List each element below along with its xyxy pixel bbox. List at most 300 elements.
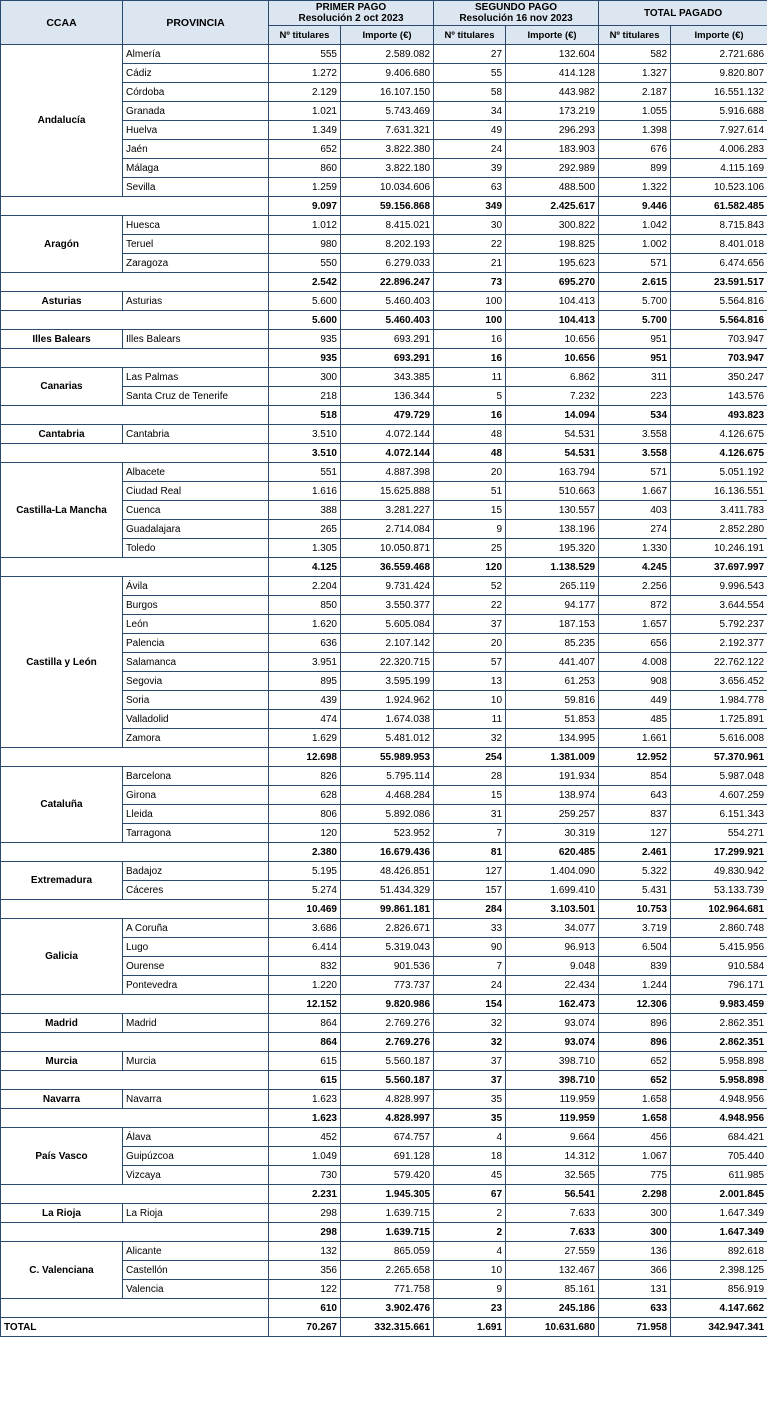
segundo-pago-titulares-cell: 37 xyxy=(434,615,506,634)
ccaa-cell: Asturias xyxy=(1,292,123,311)
header-sub-titulares-1: Nº titulares xyxy=(269,26,341,45)
segundo-pago-titulares-cell: 157 xyxy=(434,881,506,900)
header-group-total-pagado-title: TOTAL PAGADO xyxy=(643,7,723,19)
total-titulares-cell: 3.719 xyxy=(599,919,671,938)
subtotal-row xyxy=(1,558,767,577)
subtotal-primer-titulares: 12.152 xyxy=(269,995,341,1014)
province-cell: Madrid xyxy=(123,1014,269,1033)
subtotal-label-cell xyxy=(1,1299,269,1318)
ccaa-cell: Galicia xyxy=(1,919,123,995)
total-importe-cell: 554.271 xyxy=(671,824,767,843)
primer-pago-importe-cell: 10.034.606 xyxy=(341,178,434,197)
segundo-pago-titulares-cell: 25 xyxy=(434,539,506,558)
total-importe-cell: 2.192.377 xyxy=(671,634,767,653)
province-cell: Jaén xyxy=(123,140,269,159)
primer-pago-titulares-cell: 550 xyxy=(269,254,341,273)
table-row xyxy=(1,463,767,482)
primer-pago-importe-cell: 5.892.086 xyxy=(341,805,434,824)
total-importe-cell: 684.421 xyxy=(671,1128,767,1147)
segundo-pago-titulares-cell: 48 xyxy=(434,425,506,444)
subtotal-total-importe: 1.647.349 xyxy=(671,1223,767,1242)
total-titulares-cell: 1.055 xyxy=(599,102,671,121)
primer-pago-titulares-cell: 1.629 xyxy=(269,729,341,748)
total-importe-cell: 796.171 xyxy=(671,976,767,995)
total-importe-cell: 3.656.452 xyxy=(671,672,767,691)
total-importe-cell: 5.987.048 xyxy=(671,767,767,786)
total-importe-cell: 7.927.614 xyxy=(671,121,767,140)
subtotal-total-importe: 4.147.662 xyxy=(671,1299,767,1318)
total-importe-cell: 8.715.843 xyxy=(671,216,767,235)
subtotal-primer-titulares: 518 xyxy=(269,406,341,425)
segundo-pago-titulares-cell: 27 xyxy=(434,45,506,64)
subtotal-row xyxy=(1,273,767,292)
subtotal-label-cell xyxy=(1,349,269,368)
subtotal-total-titulares: 300 xyxy=(599,1223,671,1242)
total-titulares-cell: 1.330 xyxy=(599,539,671,558)
table-row xyxy=(1,330,767,349)
total-titulares-cell: 1.658 xyxy=(599,1090,671,1109)
segundo-pago-titulares-cell: 15 xyxy=(434,786,506,805)
subtotal-primer-importe: 55.989.953 xyxy=(341,748,434,767)
subtotal-segundo-titulares: 35 xyxy=(434,1109,506,1128)
total-importe-cell: 350.247 xyxy=(671,368,767,387)
total-titulares-cell: 274 xyxy=(599,520,671,539)
table-row xyxy=(1,1014,767,1033)
table-row xyxy=(1,1052,767,1071)
subtotal-label-cell xyxy=(1,406,269,425)
header-sub-importe-3: Importe (€) xyxy=(671,26,767,45)
total-titulares-cell: 1.661 xyxy=(599,729,671,748)
primer-pago-titulares-cell: 1.012 xyxy=(269,216,341,235)
primer-pago-importe-cell: 865.059 xyxy=(341,1242,434,1261)
primer-pago-titulares-cell: 636 xyxy=(269,634,341,653)
primer-pago-importe-cell: 2.826.671 xyxy=(341,919,434,938)
primer-pago-importe-cell: 901.536 xyxy=(341,957,434,976)
grand-total-segundo-titulares: 1.691 xyxy=(434,1318,506,1337)
subtotal-segundo-titulares: 349 xyxy=(434,197,506,216)
table-row xyxy=(1,862,767,881)
segundo-pago-titulares-cell: 20 xyxy=(434,463,506,482)
segundo-pago-importe-cell: 85.161 xyxy=(506,1280,599,1299)
province-cell: Ávila xyxy=(123,577,269,596)
primer-pago-importe-cell: 2.107.142 xyxy=(341,634,434,653)
subtotal-primer-importe: 479.729 xyxy=(341,406,434,425)
segundo-pago-titulares-cell: 7 xyxy=(434,957,506,976)
table-row xyxy=(1,425,767,444)
primer-pago-importe-cell: 2.769.276 xyxy=(341,1014,434,1033)
total-titulares-cell: 896 xyxy=(599,1014,671,1033)
primer-pago-importe-cell: 674.757 xyxy=(341,1128,434,1147)
total-importe-cell: 16.136.551 xyxy=(671,482,767,501)
subtotal-primer-importe: 5.560.187 xyxy=(341,1071,434,1090)
ccaa-cell: La Rioja xyxy=(1,1204,123,1223)
primer-pago-importe-cell: 4.072.144 xyxy=(341,425,434,444)
subtotal-primer-titulares: 610 xyxy=(269,1299,341,1318)
segundo-pago-titulares-cell: 9 xyxy=(434,1280,506,1299)
total-importe-cell: 22.762.122 xyxy=(671,653,767,672)
primer-pago-importe-cell: 10.050.871 xyxy=(341,539,434,558)
province-cell: Cáceres xyxy=(123,881,269,900)
primer-pago-titulares-cell: 864 xyxy=(269,1014,341,1033)
segundo-pago-importe-cell: 34.077 xyxy=(506,919,599,938)
segundo-pago-importe-cell: 9.664 xyxy=(506,1128,599,1147)
header-group-primer-pago-sub: Resolución 2 oct 2023 xyxy=(298,13,404,24)
segundo-pago-importe-cell: 1.699.410 xyxy=(506,881,599,900)
segundo-pago-titulares-cell: 49 xyxy=(434,121,506,140)
primer-pago-titulares-cell: 551 xyxy=(269,463,341,482)
segundo-pago-titulares-cell: 52 xyxy=(434,577,506,596)
table-row xyxy=(1,216,767,235)
segundo-pago-importe-cell: 191.934 xyxy=(506,767,599,786)
primer-pago-titulares-cell: 5.600 xyxy=(269,292,341,311)
total-importe-cell: 2.862.351 xyxy=(671,1014,767,1033)
total-titulares-cell: 449 xyxy=(599,691,671,710)
subtotal-total-titulares: 896 xyxy=(599,1033,671,1052)
segundo-pago-titulares-cell: 100 xyxy=(434,292,506,311)
subtotal-primer-importe: 59.156.868 xyxy=(341,197,434,216)
subtotal-label-cell xyxy=(1,1223,269,1242)
subtotal-total-importe: 9.983.459 xyxy=(671,995,767,1014)
province-cell: Cádiz xyxy=(123,64,269,83)
table-row xyxy=(1,767,767,786)
province-cell: Tarragona xyxy=(123,824,269,843)
ccaa-cell: Cataluña xyxy=(1,767,123,843)
segundo-pago-importe-cell: 296.293 xyxy=(506,121,599,140)
segundo-pago-titulares-cell: 11 xyxy=(434,368,506,387)
province-cell: Burgos xyxy=(123,596,269,615)
subtotal-total-titulares: 633 xyxy=(599,1299,671,1318)
province-cell: Salamanca xyxy=(123,653,269,672)
subtotal-total-importe: 4.948.956 xyxy=(671,1109,767,1128)
segundo-pago-importe-cell: 32.565 xyxy=(506,1166,599,1185)
primer-pago-titulares-cell: 2.129 xyxy=(269,83,341,102)
primer-pago-titulares-cell: 850 xyxy=(269,596,341,615)
primer-pago-importe-cell: 523.952 xyxy=(341,824,434,843)
primer-pago-titulares-cell: 935 xyxy=(269,330,341,349)
table-row xyxy=(1,368,767,387)
subtotal-total-importe: 703.947 xyxy=(671,349,767,368)
total-titulares-cell: 127 xyxy=(599,824,671,843)
subtotal-label-cell xyxy=(1,1109,269,1128)
primer-pago-importe-cell: 773.737 xyxy=(341,976,434,995)
total-importe-cell: 2.860.748 xyxy=(671,919,767,938)
total-importe-cell: 10.246.191 xyxy=(671,539,767,558)
primer-pago-importe-cell: 16.107.150 xyxy=(341,83,434,102)
primer-pago-titulares-cell: 3.510 xyxy=(269,425,341,444)
table-row xyxy=(1,292,767,311)
subtotal-row xyxy=(1,1223,767,1242)
table-row xyxy=(1,1128,767,1147)
subtotal-total-importe: 493.823 xyxy=(671,406,767,425)
header-group-primer-pago xyxy=(269,1,434,26)
primer-pago-importe-cell: 1.639.715 xyxy=(341,1204,434,1223)
total-titulares-cell: 1.667 xyxy=(599,482,671,501)
segundo-pago-importe-cell: 259.257 xyxy=(506,805,599,824)
segundo-pago-importe-cell: 441.407 xyxy=(506,653,599,672)
segundo-pago-titulares-cell: 5 xyxy=(434,387,506,406)
total-titulares-cell: 1.322 xyxy=(599,178,671,197)
primer-pago-titulares-cell: 120 xyxy=(269,824,341,843)
subtotal-segundo-importe: 119.959 xyxy=(506,1109,599,1128)
primer-pago-importe-cell: 9.731.424 xyxy=(341,577,434,596)
province-cell: Sevilla xyxy=(123,178,269,197)
province-cell: Badajoz xyxy=(123,862,269,881)
segundo-pago-importe-cell: 30.319 xyxy=(506,824,599,843)
primer-pago-titulares-cell: 132 xyxy=(269,1242,341,1261)
subtotal-segundo-titulares: 81 xyxy=(434,843,506,862)
total-importe-cell: 9.996.543 xyxy=(671,577,767,596)
primer-pago-importe-cell: 693.291 xyxy=(341,330,434,349)
subtotal-total-importe: 2.001.845 xyxy=(671,1185,767,1204)
primer-pago-importe-cell: 343.385 xyxy=(341,368,434,387)
table-row xyxy=(1,919,767,938)
total-titulares-cell: 366 xyxy=(599,1261,671,1280)
subtotal-segundo-titulares: 2 xyxy=(434,1223,506,1242)
segundo-pago-importe-cell: 6.862 xyxy=(506,368,599,387)
grand-total-total-titulares: 71.958 xyxy=(599,1318,671,1337)
grand-total-total-importe: 342.947.341 xyxy=(671,1318,767,1337)
segundo-pago-titulares-cell: 58 xyxy=(434,83,506,102)
primer-pago-importe-cell: 3.281.227 xyxy=(341,501,434,520)
subtotal-row xyxy=(1,349,767,368)
subtotal-row xyxy=(1,748,767,767)
total-importe-cell: 611.985 xyxy=(671,1166,767,1185)
subtotal-segundo-importe: 695.270 xyxy=(506,273,599,292)
subtotal-segundo-titulares: 254 xyxy=(434,748,506,767)
header-sub-importe-1: Importe (€) xyxy=(341,26,434,45)
segundo-pago-importe-cell: 195.320 xyxy=(506,539,599,558)
subtotal-row xyxy=(1,900,767,919)
primer-pago-importe-cell: 691.128 xyxy=(341,1147,434,1166)
total-importe-cell: 16.551.132 xyxy=(671,83,767,102)
primer-pago-titulares-cell: 895 xyxy=(269,672,341,691)
subtotal-label-cell xyxy=(1,273,269,292)
segundo-pago-titulares-cell: 10 xyxy=(434,1261,506,1280)
subtotal-primer-titulares: 2.231 xyxy=(269,1185,341,1204)
ccaa-cell: Andalucía xyxy=(1,45,123,197)
province-cell: Ciudad Real xyxy=(123,482,269,501)
total-titulares-cell: 131 xyxy=(599,1280,671,1299)
header-row-groups xyxy=(1,1,767,26)
header-group-total-pagado xyxy=(599,1,767,26)
primer-pago-importe-cell: 5.743.469 xyxy=(341,102,434,121)
subtotal-segundo-titulares: 120 xyxy=(434,558,506,577)
subtotal-primer-importe: 1.945.305 xyxy=(341,1185,434,1204)
subtotal-total-importe: 5.958.898 xyxy=(671,1071,767,1090)
total-importe-cell: 703.947 xyxy=(671,330,767,349)
segundo-pago-importe-cell: 195.623 xyxy=(506,254,599,273)
subtotal-segundo-titulares: 32 xyxy=(434,1033,506,1052)
primer-pago-importe-cell: 7.631.321 xyxy=(341,121,434,140)
primer-pago-importe-cell: 5.319.043 xyxy=(341,938,434,957)
province-cell: Santa Cruz de Tenerife xyxy=(123,387,269,406)
total-importe-cell: 705.440 xyxy=(671,1147,767,1166)
primer-pago-titulares-cell: 860 xyxy=(269,159,341,178)
province-cell: Alicante xyxy=(123,1242,269,1261)
province-cell: Toledo xyxy=(123,539,269,558)
total-titulares-cell: 643 xyxy=(599,786,671,805)
subtotal-label-cell xyxy=(1,995,269,1014)
total-titulares-cell: 656 xyxy=(599,634,671,653)
primer-pago-titulares-cell: 652 xyxy=(269,140,341,159)
province-cell: Almería xyxy=(123,45,269,64)
table-row xyxy=(1,1090,767,1109)
subtotal-primer-importe: 3.902.476 xyxy=(341,1299,434,1318)
total-importe-cell: 9.820.807 xyxy=(671,64,767,83)
segundo-pago-importe-cell: 130.557 xyxy=(506,501,599,520)
total-titulares-cell: 3.558 xyxy=(599,425,671,444)
total-titulares-cell: 951 xyxy=(599,330,671,349)
total-titulares-cell: 2.256 xyxy=(599,577,671,596)
segundo-pago-titulares-cell: 63 xyxy=(434,178,506,197)
total-titulares-cell: 1.042 xyxy=(599,216,671,235)
grand-total-label: TOTAL xyxy=(1,1318,269,1337)
subtotal-primer-titulares: 2.542 xyxy=(269,273,341,292)
primer-pago-titulares-cell: 3.951 xyxy=(269,653,341,672)
subtotal-row xyxy=(1,444,767,463)
segundo-pago-titulares-cell: 57 xyxy=(434,653,506,672)
primer-pago-importe-cell: 22.320.715 xyxy=(341,653,434,672)
total-titulares-cell: 456 xyxy=(599,1128,671,1147)
total-titulares-cell: 676 xyxy=(599,140,671,159)
total-titulares-cell: 5.431 xyxy=(599,881,671,900)
primer-pago-importe-cell: 5.460.403 xyxy=(341,292,434,311)
total-titulares-cell: 908 xyxy=(599,672,671,691)
province-cell: Albacete xyxy=(123,463,269,482)
subtotal-segundo-importe: 93.074 xyxy=(506,1033,599,1052)
segundo-pago-titulares-cell: 32 xyxy=(434,729,506,748)
total-titulares-cell: 652 xyxy=(599,1052,671,1071)
subtotal-primer-titulares: 864 xyxy=(269,1033,341,1052)
province-cell: A Coruña xyxy=(123,919,269,938)
total-importe-cell: 5.916.688 xyxy=(671,102,767,121)
segundo-pago-importe-cell: 138.196 xyxy=(506,520,599,539)
subtotal-row xyxy=(1,995,767,1014)
total-importe-cell: 5.564.816 xyxy=(671,292,767,311)
segundo-pago-titulares-cell: 30 xyxy=(434,216,506,235)
segundo-pago-titulares-cell: 33 xyxy=(434,919,506,938)
segundo-pago-importe-cell: 173.219 xyxy=(506,102,599,121)
total-titulares-cell: 4.008 xyxy=(599,653,671,672)
segundo-pago-titulares-cell: 21 xyxy=(434,254,506,273)
total-titulares-cell: 300 xyxy=(599,1204,671,1223)
subtotal-total-importe: 2.862.351 xyxy=(671,1033,767,1052)
segundo-pago-titulares-cell: 31 xyxy=(434,805,506,824)
subtotal-segundo-titulares: 48 xyxy=(434,444,506,463)
province-cell: Guipúzcoa xyxy=(123,1147,269,1166)
primer-pago-importe-cell: 5.605.084 xyxy=(341,615,434,634)
header-provincia: PROVINCIA xyxy=(123,1,269,45)
subtotal-total-titulares: 12.306 xyxy=(599,995,671,1014)
total-titulares-cell: 136 xyxy=(599,1242,671,1261)
primer-pago-titulares-cell: 1.616 xyxy=(269,482,341,501)
grand-total-primer-importe: 332.315.661 xyxy=(341,1318,434,1337)
province-cell: Córdoba xyxy=(123,83,269,102)
subtotal-row xyxy=(1,1299,767,1318)
province-cell: Guadalajara xyxy=(123,520,269,539)
header-ccaa: CCAA xyxy=(1,1,123,45)
subtotal-primer-importe: 36.559.468 xyxy=(341,558,434,577)
primer-pago-titulares-cell: 1.305 xyxy=(269,539,341,558)
ccaa-cell: Madrid xyxy=(1,1014,123,1033)
primer-pago-importe-cell: 136.344 xyxy=(341,387,434,406)
subtotal-total-importe: 57.370.961 xyxy=(671,748,767,767)
province-cell: Asturias xyxy=(123,292,269,311)
total-importe-cell: 53.133.739 xyxy=(671,881,767,900)
segundo-pago-importe-cell: 9.048 xyxy=(506,957,599,976)
province-cell: Girona xyxy=(123,786,269,805)
primer-pago-titulares-cell: 1.623 xyxy=(269,1090,341,1109)
segundo-pago-importe-cell: 51.853 xyxy=(506,710,599,729)
province-cell: Zaragoza xyxy=(123,254,269,273)
primer-pago-titulares-cell: 826 xyxy=(269,767,341,786)
province-cell: Murcia xyxy=(123,1052,269,1071)
primer-pago-importe-cell: 1.924.962 xyxy=(341,691,434,710)
total-importe-cell: 4.126.675 xyxy=(671,425,767,444)
segundo-pago-titulares-cell: 18 xyxy=(434,1147,506,1166)
subtotal-total-titulares: 5.700 xyxy=(599,311,671,330)
subtotal-label-cell xyxy=(1,558,269,577)
total-titulares-cell: 1.327 xyxy=(599,64,671,83)
primer-pago-titulares-cell: 730 xyxy=(269,1166,341,1185)
primer-pago-titulares-cell: 452 xyxy=(269,1128,341,1147)
total-titulares-cell: 311 xyxy=(599,368,671,387)
primer-pago-titulares-cell: 1.620 xyxy=(269,615,341,634)
segundo-pago-importe-cell: 398.710 xyxy=(506,1052,599,1071)
segundo-pago-titulares-cell: 20 xyxy=(434,634,506,653)
segundo-pago-importe-cell: 488.500 xyxy=(506,178,599,197)
primer-pago-importe-cell: 3.550.377 xyxy=(341,596,434,615)
ccaa-cell: Castilla y León xyxy=(1,577,123,748)
total-titulares-cell: 1.398 xyxy=(599,121,671,140)
subtotal-total-importe: 4.126.675 xyxy=(671,444,767,463)
total-titulares-cell: 403 xyxy=(599,501,671,520)
primer-pago-importe-cell: 51.434.329 xyxy=(341,881,434,900)
primer-pago-importe-cell: 4.828.997 xyxy=(341,1090,434,1109)
primer-pago-titulares-cell: 265 xyxy=(269,520,341,539)
subtotal-total-titulares: 2.461 xyxy=(599,843,671,862)
province-cell: Pontevedra xyxy=(123,976,269,995)
province-cell: Teruel xyxy=(123,235,269,254)
total-titulares-cell: 1.244 xyxy=(599,976,671,995)
province-cell: Zamora xyxy=(123,729,269,748)
table-row xyxy=(1,1242,767,1261)
table-header xyxy=(1,1,767,45)
province-cell: Illes Balears xyxy=(123,330,269,349)
subtotal-row xyxy=(1,1109,767,1128)
subtotal-segundo-importe: 1.381.009 xyxy=(506,748,599,767)
primer-pago-titulares-cell: 2.204 xyxy=(269,577,341,596)
ccaa-cell: Illes Balears xyxy=(1,330,123,349)
table-row xyxy=(1,45,767,64)
province-cell: Navarra xyxy=(123,1090,269,1109)
segundo-pago-titulares-cell: 51 xyxy=(434,482,506,501)
province-cell: Huesca xyxy=(123,216,269,235)
total-titulares-cell: 223 xyxy=(599,387,671,406)
province-cell: Lleida xyxy=(123,805,269,824)
subtotal-label-cell xyxy=(1,444,269,463)
subtotal-total-titulares: 2.615 xyxy=(599,273,671,292)
total-titulares-cell: 1.657 xyxy=(599,615,671,634)
province-cell: Valladolid xyxy=(123,710,269,729)
subtotal-total-importe: 23.591.517 xyxy=(671,273,767,292)
province-cell: Granada xyxy=(123,102,269,121)
subtotal-primer-importe: 4.828.997 xyxy=(341,1109,434,1128)
ccaa-cell: País Vasco xyxy=(1,1128,123,1185)
table-row xyxy=(1,577,767,596)
total-importe-cell: 1.725.891 xyxy=(671,710,767,729)
province-cell: Cantabria xyxy=(123,425,269,444)
